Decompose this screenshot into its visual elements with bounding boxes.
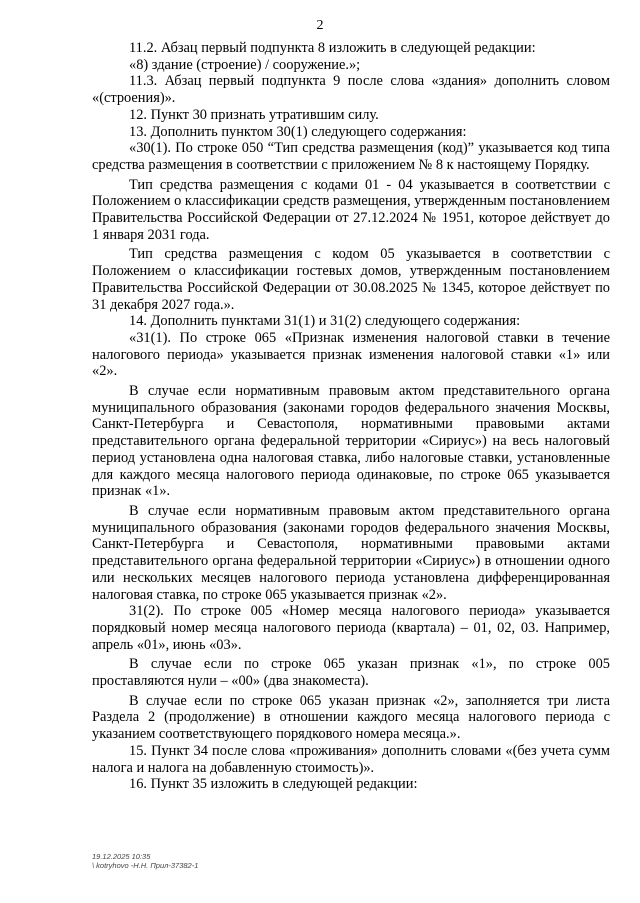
paragraph-16: 16. Пункт 35 изложить в следующей редакции: [129,776,418,793]
paragraph-31-2: 31(2). По строке 005 «Номер месяца налогового периода» указывается порядковый номер месяца налогового периода (квартала) – 01, 02, 03. Например, апрель «01», июнь «03». [92,603,610,653]
document-body [92,40,610,793]
paragraph-sign-1: В случае если нормативным правовым актом представительного органа муниципального образования (законами городов федерального значения Москвы, Санкт-Петербурга и Севастополя, нормативными правовыми актами представительного органа федеральной территории «Сириус») на весь налоговый период установлена одна налоговая ставка, либо налоговые ставки, установленные для каждого месяца налогового периода одинаковые, по строке 065 указывается признак «1». [92,383,610,500]
footer-stamp-reference: \ kotryhovo -Н.Н. Прил-37382-1 [92,861,199,870]
paragraph-15: 15. Пункт 34 после слова «проживания» дополнить словами «(без учета сумм налога и налога на добавленную стоимость)». [92,742,610,776]
paragraph-quote-8: «8) здание (строение) / сооружение.»; [129,56,361,73]
paragraph-code-05: Тип средства размещения с кодом 05 указывается в соответствии с Положением о классификации гостевых домов, утвержденным постановлением Правительства Российской Федерации от 30.08.2025 № 1345, которое действует по 31 декабря 2027 года.». [92,246,610,313]
footer-stamp-date: 19.12.2025 10:35 [92,852,151,861]
paragraph-three-sheets: В случае если по строке 065 указан признак «2», заполняется три листа Раздела 2 (продолжение) в отношении каждого месяца налогового периода с указанием соответствующего порядкового номера месяца.». [92,692,610,743]
paragraph-11-3: 11.3. Абзац первый подпункта 9 после слова «здания» дополнить словом «(строения)». [92,73,610,107]
paragraph-30-1: «30(1). По строке 050 “Тип средства размещения (код)” указывается код типа средства размещения в соответствии с приложением № 8 к настоящему Порядку. [92,140,610,173]
footer-stamp [92,852,198,870]
paragraph-12: 12. Пункт 30 признать утратившим силу. [129,106,379,123]
paragraph-31-1: «31(1). По строке 065 «Признак изменения налоговой ставки в течение налогового периода» указывается признак изменения налоговой ставки «1» или «2». [92,329,610,380]
paragraph-14: 14. Дополнить пунктами 31(1) и 31(2) следующего содержания: [129,313,521,330]
paragraph-sign-2: В случае если нормативным правовым актом представительного органа муниципального образования (законами городов федерального значения Москвы, Санкт-Петербурга и Севастополя, нормативными правовыми актами представительного органа федеральной территории «Сириус») в отношении одного или нескольких месяцев налогового периода установлена дифференцированная налоговая ставка, по строке 065 указывается признак «2». [92,502,610,603]
paragraph-codes-01-04: Тип средства размещения с кодами 01 - 04 указывается в соответствии с Положением о классификации средств размещения, утвержденным постановлением Правительства Российской Федерации от 27.12.2024 № 1951, которое действует до 1 января 2031 года. [92,176,610,243]
paragraph-11-2: 11.2. Абзац первый подпункта 8 изложить в следующей редакции: [129,40,536,56]
paragraph-13: 13. Дополнить пунктом 30(1) следующего содержания: [129,123,467,140]
page-number: 2 [316,18,324,33]
paragraph-zeros: В случае если по строке 065 указан признак «1», по строке 005 проставляются нули – «00» (два знакоместа). [92,656,610,690]
